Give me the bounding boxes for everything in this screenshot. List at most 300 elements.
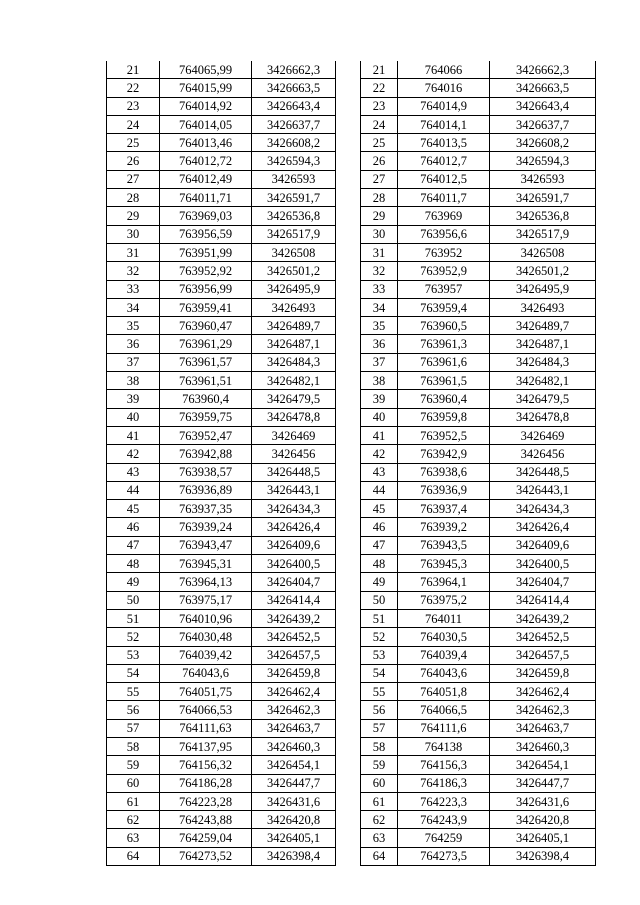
x-coordinate-cell: 763936,9: [398, 481, 490, 499]
point-number-cell: 38: [107, 372, 160, 390]
table-row: [107, 262, 336, 280]
point-number-cell: 43: [107, 463, 160, 481]
y-coordinate-cell: 3426517,9: [252, 225, 336, 243]
x-coordinate-cell: 764243,88: [160, 811, 252, 829]
y-coordinate-cell: 3426400,5: [252, 555, 336, 573]
table-row: [107, 737, 336, 755]
x-coordinate-cell: 764039,42: [160, 646, 252, 664]
x-coordinate-cell: 764156,32: [160, 756, 252, 774]
y-coordinate-cell: 3426405,1: [252, 829, 336, 847]
point-number-cell: 32: [107, 262, 160, 280]
y-coordinate-cell: 3426426,4: [490, 518, 596, 536]
point-number-cell: 22: [107, 79, 160, 97]
x-coordinate-cell: 764014,92: [160, 97, 252, 115]
point-number-cell: 43: [361, 463, 398, 481]
table-row: [107, 628, 336, 646]
x-coordinate-cell: 763969,03: [160, 207, 252, 225]
y-coordinate-cell: 3426457,5: [252, 646, 336, 664]
y-coordinate-cell: 3426431,6: [490, 792, 596, 810]
y-coordinate-cell: 3426414,4: [252, 591, 336, 609]
point-number-cell: 64: [107, 847, 160, 865]
table-row: [107, 481, 336, 499]
point-number-cell: 22: [361, 79, 398, 97]
table-row: [361, 555, 596, 573]
y-coordinate-cell: 3426662,3: [252, 61, 336, 79]
table-row: [361, 298, 596, 316]
table-row: [107, 646, 336, 664]
point-number-cell: 61: [107, 792, 160, 810]
point-number-cell: 36: [361, 335, 398, 353]
point-number-cell: 30: [361, 225, 398, 243]
table-row: [361, 591, 596, 609]
point-number-cell: 40: [107, 408, 160, 426]
y-coordinate-cell: 3426426,4: [252, 518, 336, 536]
table-row: [107, 811, 336, 829]
point-number-cell: 24: [361, 115, 398, 133]
y-coordinate-cell: 3426448,5: [490, 463, 596, 481]
point-number-cell: 26: [361, 152, 398, 170]
y-coordinate-cell: 3426478,8: [252, 408, 336, 426]
x-coordinate-cell: 763952,9: [398, 262, 490, 280]
x-coordinate-cell: 764243,9: [398, 811, 490, 829]
table-row: [361, 719, 596, 737]
point-number-cell: 25: [107, 134, 160, 152]
x-coordinate-cell: 763957: [398, 280, 490, 298]
x-coordinate-cell: 764013,5: [398, 134, 490, 152]
y-coordinate-cell: 3426508: [490, 243, 596, 261]
y-coordinate-cell: 3426405,1: [490, 829, 596, 847]
y-coordinate-cell: 3426447,7: [252, 774, 336, 792]
table-row: [361, 701, 596, 719]
point-number-cell: 40: [361, 408, 398, 426]
point-number-cell: 63: [107, 829, 160, 847]
point-number-cell: 46: [361, 518, 398, 536]
point-number-cell: 45: [361, 500, 398, 518]
point-number-cell: 48: [361, 555, 398, 573]
point-number-cell: 41: [361, 426, 398, 444]
y-coordinate-cell: 3426459,8: [252, 664, 336, 682]
point-number-cell: 55: [361, 683, 398, 701]
point-number-cell: 50: [107, 591, 160, 609]
y-coordinate-cell: 3426501,2: [490, 262, 596, 280]
table-row: [361, 500, 596, 518]
point-number-cell: 58: [107, 737, 160, 755]
x-coordinate-cell: 763959,4: [398, 298, 490, 316]
x-coordinate-cell: 763938,57: [160, 463, 252, 481]
table-row: [361, 628, 596, 646]
y-coordinate-cell: 3426454,1: [252, 756, 336, 774]
x-coordinate-cell: 764014,05: [160, 115, 252, 133]
y-coordinate-cell: 3426462,3: [252, 701, 336, 719]
table-row: [361, 774, 596, 792]
table-row: [107, 207, 336, 225]
y-coordinate-cell: 3426400,5: [490, 555, 596, 573]
table-row: [107, 115, 336, 133]
x-coordinate-cell: 763945,31: [160, 555, 252, 573]
y-coordinate-cell: 3426462,4: [490, 683, 596, 701]
y-coordinate-cell: 3426594,3: [252, 152, 336, 170]
table-row: [361, 79, 596, 97]
table-row: [107, 298, 336, 316]
x-coordinate-cell: 763943,5: [398, 536, 490, 554]
point-number-cell: 53: [107, 646, 160, 664]
table-row: [361, 756, 596, 774]
table-row: [361, 97, 596, 115]
x-coordinate-cell: 763938,6: [398, 463, 490, 481]
table-row: [107, 426, 336, 444]
y-coordinate-cell: 3426448,5: [252, 463, 336, 481]
x-coordinate-cell: 763964,13: [160, 573, 252, 591]
x-coordinate-cell: 763937,4: [398, 500, 490, 518]
x-coordinate-cell: 763942,9: [398, 445, 490, 463]
y-coordinate-cell: 3426487,1: [490, 335, 596, 353]
y-coordinate-cell: 3426608,2: [490, 134, 596, 152]
y-coordinate-cell: 3426482,1: [490, 372, 596, 390]
x-coordinate-cell: 763939,2: [398, 518, 490, 536]
point-number-cell: 44: [107, 481, 160, 499]
y-coordinate-cell: 3426594,3: [490, 152, 596, 170]
x-coordinate-cell: 764223,28: [160, 792, 252, 810]
table-row: [107, 189, 336, 207]
y-coordinate-cell: 3426484,3: [252, 353, 336, 371]
table-row: [361, 445, 596, 463]
x-coordinate-cell: 764066,53: [160, 701, 252, 719]
x-coordinate-cell: 763943,47: [160, 536, 252, 554]
y-coordinate-cell: 3426487,1: [252, 335, 336, 353]
table-row: [107, 500, 336, 518]
x-coordinate-cell: 764259,04: [160, 829, 252, 847]
table-row: [107, 719, 336, 737]
x-coordinate-cell: 763961,3: [398, 335, 490, 353]
table-row: [361, 353, 596, 371]
x-coordinate-cell: 763952,92: [160, 262, 252, 280]
y-coordinate-cell: 3426591,7: [490, 189, 596, 207]
x-coordinate-cell: 763960,4: [398, 390, 490, 408]
table-row: [107, 683, 336, 701]
x-coordinate-cell: 764011: [398, 609, 490, 627]
y-coordinate-cell: 3426460,3: [252, 737, 336, 755]
point-number-cell: 60: [361, 774, 398, 792]
x-coordinate-cell: 764012,49: [160, 170, 252, 188]
table-row: [361, 536, 596, 554]
point-number-cell: 27: [107, 170, 160, 188]
point-number-cell: 61: [361, 792, 398, 810]
x-coordinate-cell: 764259: [398, 829, 490, 847]
table-row: [107, 847, 336, 865]
y-coordinate-cell: 3426439,2: [252, 609, 336, 627]
x-coordinate-cell: 763960,47: [160, 317, 252, 335]
y-coordinate-cell: 3426517,9: [490, 225, 596, 243]
point-number-cell: 57: [361, 719, 398, 737]
y-coordinate-cell: 3426420,8: [252, 811, 336, 829]
x-coordinate-cell: 763960,5: [398, 317, 490, 335]
x-coordinate-cell: 764043,6: [398, 664, 490, 682]
y-coordinate-cell: 3426479,5: [490, 390, 596, 408]
table-row: [361, 609, 596, 627]
table-row: [361, 262, 596, 280]
x-coordinate-cell: 763936,89: [160, 481, 252, 499]
table-row: [107, 555, 336, 573]
point-number-cell: 62: [107, 811, 160, 829]
table-row: [107, 390, 336, 408]
x-coordinate-cell: 763937,35: [160, 500, 252, 518]
table-row: [107, 372, 336, 390]
point-number-cell: 47: [107, 536, 160, 554]
table-row: [107, 774, 336, 792]
point-number-cell: 49: [107, 573, 160, 591]
x-coordinate-cell: 764111,63: [160, 719, 252, 737]
point-number-cell: 29: [361, 207, 398, 225]
table-row: [107, 536, 336, 554]
point-number-cell: 51: [361, 609, 398, 627]
x-coordinate-cell: 764066: [398, 61, 490, 79]
x-coordinate-cell: 763975,17: [160, 591, 252, 609]
table-row: [361, 372, 596, 390]
y-coordinate-cell: 3426663,5: [252, 79, 336, 97]
point-number-cell: 37: [107, 353, 160, 371]
y-coordinate-cell: 3426456: [252, 445, 336, 463]
point-number-cell: 42: [361, 445, 398, 463]
x-coordinate-cell: 764030,5: [398, 628, 490, 646]
point-number-cell: 54: [107, 664, 160, 682]
table-row: [361, 280, 596, 298]
y-coordinate-cell: 3426593: [490, 170, 596, 188]
table-row: [107, 463, 336, 481]
x-coordinate-cell: 763959,75: [160, 408, 252, 426]
y-coordinate-cell: 3426508: [252, 243, 336, 261]
table-row: [361, 390, 596, 408]
x-coordinate-cell: 763952,47: [160, 426, 252, 444]
point-number-cell: 49: [361, 573, 398, 591]
table-row: [361, 152, 596, 170]
x-coordinate-cell: 763942,88: [160, 445, 252, 463]
table-row: [361, 225, 596, 243]
point-number-cell: 27: [361, 170, 398, 188]
table-row: [361, 408, 596, 426]
point-number-cell: 28: [107, 189, 160, 207]
x-coordinate-cell: 764016: [398, 79, 490, 97]
point-number-cell: 46: [107, 518, 160, 536]
y-coordinate-cell: 3426431,6: [252, 792, 336, 810]
table-row: [107, 609, 336, 627]
x-coordinate-cell: 763956,59: [160, 225, 252, 243]
point-number-cell: 28: [361, 189, 398, 207]
point-number-cell: 30: [107, 225, 160, 243]
point-number-cell: 52: [361, 628, 398, 646]
point-number-cell: 34: [361, 298, 398, 316]
table-row: [107, 829, 336, 847]
x-coordinate-cell: 763945,3: [398, 555, 490, 573]
point-number-cell: 45: [107, 500, 160, 518]
y-coordinate-cell: 3426434,3: [490, 500, 596, 518]
table-row: [361, 61, 596, 79]
x-coordinate-cell: 763975,2: [398, 591, 490, 609]
point-number-cell: 48: [107, 555, 160, 573]
x-coordinate-cell: 763956,99: [160, 280, 252, 298]
y-coordinate-cell: 3426452,5: [490, 628, 596, 646]
x-coordinate-cell: 764066,5: [398, 701, 490, 719]
table-row: [361, 189, 596, 207]
y-coordinate-cell: 3426591,7: [252, 189, 336, 207]
y-coordinate-cell: 3426479,5: [252, 390, 336, 408]
x-coordinate-cell: 764012,72: [160, 152, 252, 170]
y-coordinate-cell: 3426484,3: [490, 353, 596, 371]
y-coordinate-cell: 3426643,4: [252, 97, 336, 115]
x-coordinate-cell: 763960,4: [160, 390, 252, 408]
coordinates-table-left: [106, 61, 336, 866]
table-row: [361, 170, 596, 188]
x-coordinate-cell: 763939,24: [160, 518, 252, 536]
point-number-cell: 44: [361, 481, 398, 499]
point-number-cell: 35: [107, 317, 160, 335]
table-row: [361, 646, 596, 664]
x-coordinate-cell: 764186,28: [160, 774, 252, 792]
point-number-cell: 21: [107, 61, 160, 79]
x-coordinate-cell: 764014,1: [398, 115, 490, 133]
y-coordinate-cell: 3426454,1: [490, 756, 596, 774]
table-row: [361, 518, 596, 536]
table-row: [107, 701, 336, 719]
table-row: [361, 115, 596, 133]
x-coordinate-cell: 764013,46: [160, 134, 252, 152]
table-row: [107, 353, 336, 371]
table-row: [107, 445, 336, 463]
point-number-cell: 33: [107, 280, 160, 298]
point-number-cell: 50: [361, 591, 398, 609]
y-coordinate-cell: 3426459,8: [490, 664, 596, 682]
y-coordinate-cell: 3426469: [252, 426, 336, 444]
point-number-cell: 21: [361, 61, 398, 79]
y-coordinate-cell: 3426462,3: [490, 701, 596, 719]
table-row: [107, 280, 336, 298]
y-coordinate-cell: 3426536,8: [252, 207, 336, 225]
table-row: [107, 664, 336, 682]
y-coordinate-cell: 3426439,2: [490, 609, 596, 627]
point-number-cell: 59: [107, 756, 160, 774]
point-number-cell: 23: [361, 97, 398, 115]
y-coordinate-cell: 3426463,7: [490, 719, 596, 737]
y-coordinate-cell: 3426643,4: [490, 97, 596, 115]
point-number-cell: 64: [361, 847, 398, 865]
y-coordinate-cell: 3426482,1: [252, 372, 336, 390]
y-coordinate-cell: 3426489,7: [490, 317, 596, 335]
table-row: [107, 152, 336, 170]
table-row: [361, 335, 596, 353]
x-coordinate-cell: 764012,7: [398, 152, 490, 170]
table-row: [107, 335, 336, 353]
y-coordinate-cell: 3426404,7: [252, 573, 336, 591]
point-number-cell: 54: [361, 664, 398, 682]
table-row: [361, 317, 596, 335]
y-coordinate-cell: 3426398,4: [252, 847, 336, 865]
y-coordinate-cell: 3426493: [252, 298, 336, 316]
point-number-cell: 24: [107, 115, 160, 133]
x-coordinate-cell: 763956,6: [398, 225, 490, 243]
point-number-cell: 36: [107, 335, 160, 353]
point-number-cell: 56: [107, 701, 160, 719]
point-number-cell: 33: [361, 280, 398, 298]
y-coordinate-cell: 3426608,2: [252, 134, 336, 152]
table-row: [361, 811, 596, 829]
x-coordinate-cell: 764065,99: [160, 61, 252, 79]
table-row: [361, 134, 596, 152]
table-row: [107, 134, 336, 152]
point-number-cell: 52: [107, 628, 160, 646]
y-coordinate-cell: 3426663,5: [490, 79, 596, 97]
point-number-cell: 51: [107, 609, 160, 627]
table-row: [361, 847, 596, 865]
table-row: [361, 207, 596, 225]
point-number-cell: 56: [361, 701, 398, 719]
x-coordinate-cell: 764051,75: [160, 683, 252, 701]
y-coordinate-cell: 3426447,7: [490, 774, 596, 792]
y-coordinate-cell: 3426493: [490, 298, 596, 316]
table-row: [107, 170, 336, 188]
table-row: [107, 518, 336, 536]
table-row: [361, 737, 596, 755]
x-coordinate-cell: 764273,52: [160, 847, 252, 865]
y-coordinate-cell: 3426409,6: [490, 536, 596, 554]
point-number-cell: 53: [361, 646, 398, 664]
y-coordinate-cell: 3426434,3: [252, 500, 336, 518]
y-coordinate-cell: 3426469: [490, 426, 596, 444]
point-number-cell: 34: [107, 298, 160, 316]
point-number-cell: 47: [361, 536, 398, 554]
point-number-cell: 60: [107, 774, 160, 792]
table-row: [107, 97, 336, 115]
point-number-cell: 37: [361, 353, 398, 371]
x-coordinate-cell: 764010,96: [160, 609, 252, 627]
point-number-cell: 25: [361, 134, 398, 152]
x-coordinate-cell: 764051,8: [398, 683, 490, 701]
point-number-cell: 26: [107, 152, 160, 170]
x-coordinate-cell: 764014,9: [398, 97, 490, 115]
point-number-cell: 31: [107, 243, 160, 261]
x-coordinate-cell: 764043,6: [160, 664, 252, 682]
coordinates-table-right: [360, 61, 596, 866]
point-number-cell: 39: [107, 390, 160, 408]
table-row: [361, 664, 596, 682]
y-coordinate-cell: 3426456: [490, 445, 596, 463]
table-row: [361, 463, 596, 481]
table-row: [107, 573, 336, 591]
x-coordinate-cell: 763961,29: [160, 335, 252, 353]
table-row: [107, 792, 336, 810]
table-row: [361, 792, 596, 810]
x-coordinate-cell: 764011,71: [160, 189, 252, 207]
y-coordinate-cell: 3426478,8: [490, 408, 596, 426]
table-row: [107, 79, 336, 97]
table-row: [107, 408, 336, 426]
x-coordinate-cell: 763961,57: [160, 353, 252, 371]
x-coordinate-cell: 764030,48: [160, 628, 252, 646]
y-coordinate-cell: 3426637,7: [490, 115, 596, 133]
x-coordinate-cell: 764137,95: [160, 737, 252, 755]
table-row: [361, 481, 596, 499]
x-coordinate-cell: 763961,5: [398, 372, 490, 390]
point-number-cell: 59: [361, 756, 398, 774]
y-coordinate-cell: 3426462,4: [252, 683, 336, 701]
point-number-cell: 29: [107, 207, 160, 225]
table-body-right: [361, 61, 596, 866]
x-coordinate-cell: 764011,7: [398, 189, 490, 207]
table-row: [361, 683, 596, 701]
x-coordinate-cell: 764186,3: [398, 774, 490, 792]
y-coordinate-cell: 3426398,4: [490, 847, 596, 865]
y-coordinate-cell: 3426463,7: [252, 719, 336, 737]
y-coordinate-cell: 3426443,1: [252, 481, 336, 499]
table-row: [361, 573, 596, 591]
